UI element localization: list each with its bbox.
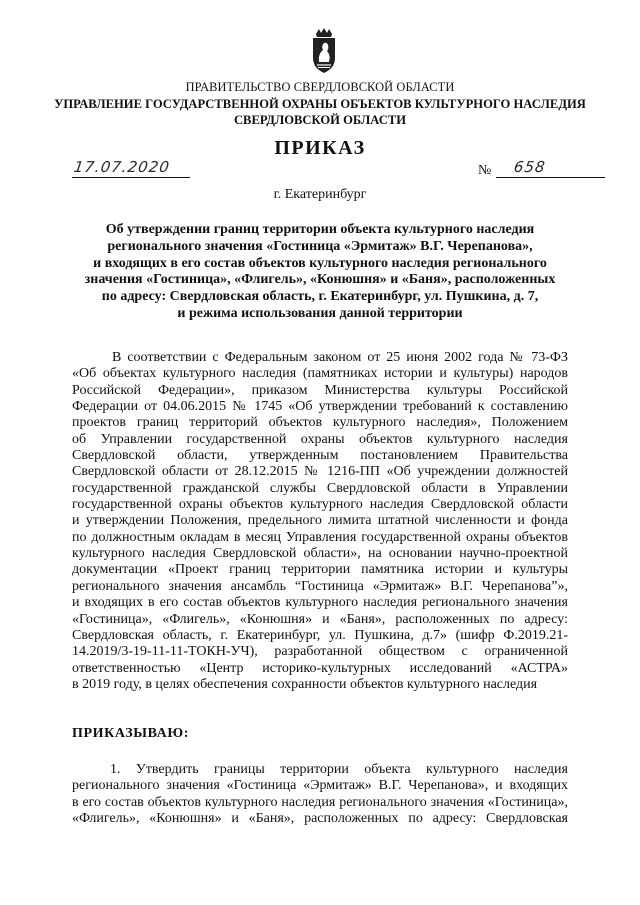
- subject-line: и режима использования данной территории: [177, 305, 463, 321]
- paragraph-line: Свердловской области, утвержденным постановлением Правительства: [72, 448, 568, 464]
- sverdlovsk-coat-of-arms-icon: [302, 28, 346, 74]
- city: г. Екатеринбург: [273, 187, 367, 202]
- paragraph-line: по должностным окладам в месяц Управления государственной охраны объектов: [72, 529, 568, 545]
- paragraph-line: в его состав объектов культурного наследия регионального значения «Гостиница»,: [72, 794, 568, 810]
- government-name: ПРАВИТЕЛЬСТВО СВЕРДЛОВСКОЙ ОБЛАСТИ: [185, 80, 455, 94]
- subject-line: по адресу: Свердловская область, г. Екатеринбург, ул. Пушкина, д. 7,: [101, 289, 539, 305]
- decree-heading: ПРИКАЗЫВАЮ:: [72, 726, 189, 741]
- paragraph-line: об Управлении государственной охраны объектов культурного наследия: [72, 431, 568, 447]
- paragraph-line: «Флигель», «Конюшня» и «Баня», расположенных по адресу: Свердловская: [72, 811, 568, 827]
- subject-line: Об утверждении границ территории объекта культурного наследия: [105, 222, 535, 237]
- paragraph-line: и утверждении Положения, предельного лимита штатной численности и фонда: [72, 513, 568, 529]
- number-sign: №: [478, 163, 492, 178]
- department-name-line2: СВЕРДЛОВСКОЙ ОБЛАСТИ: [233, 113, 407, 127]
- paragraph-line: регионального значения ансамбль “Гостиница «Эрмитаж» В.Г. Черепанова”»,: [72, 578, 568, 594]
- number-underline: [496, 177, 605, 178]
- paragraph-line: государственной гражданской службы Свердловской области в Управлении: [72, 480, 568, 496]
- handwritten-number: 658: [512, 158, 547, 176]
- paragraph-line: и входящих в его состав объектов культурного наследия регионального значения: [72, 595, 568, 611]
- paragraph-line: ответственностью «Центр историко-культурных исследований «АСТРА»: [72, 660, 568, 676]
- department-name-line1: УПРАВЛЕНИЕ ГОСУДАРСТВЕННОЙ ОХРАНЫ ОБЪЕКТОВ КУЛЬТУРНОГО НАСЛЕДИЯ: [54, 97, 586, 111]
- paragraph-line: регионального значения «Гостиница «Эрмитаж» В.Г. Черепанова», и входящих: [72, 778, 568, 794]
- clause-1-paragraph: [72, 762, 568, 827]
- paragraph-line: в 2019 году, в целях обеспечения сохранности объектов культурного наследия: [72, 676, 538, 692]
- date-field: [72, 158, 192, 180]
- order-subject: [72, 222, 568, 323]
- paragraph-line: проектов границ территорий объектов культурного наследия», Положением: [72, 415, 568, 431]
- paragraph-line: В соответствии с Федеральным законом от 25 июня 2002 года № 73-ФЗ: [112, 350, 568, 365]
- paragraph-line: 14.2019/3-19-11-11-ТОКН-УЧ), разработанной обществом с ограниченной: [72, 644, 568, 660]
- paragraph-line: 1. Утвердить границы территории объекта культурного наследия: [110, 762, 568, 777]
- paragraph-line: культурного наследия Свердловской области», на основании научно-проектной: [72, 546, 568, 562]
- subject-line: и входящих в его состав объектов культурного наследия регионального: [93, 255, 547, 271]
- paragraph-line: Свердловская область, г. Екатеринбург, ул. Пушкина, д.7» (шифр Ф.2019.21-: [72, 627, 568, 643]
- preamble-paragraph: [72, 350, 568, 693]
- subject-line: значения «Гостиница», «Флигель», «Конюшня» и «Баня», расположенных: [84, 272, 556, 288]
- number-field: [478, 160, 608, 182]
- paragraph-line: «Об объектах культурного наследия (памятниках истории и культуры) народов: [72, 366, 568, 382]
- paragraph-line: государственной охраны объектов культурного наследия Свердловской области: [72, 497, 568, 513]
- paragraph-line: «Гостиница», «Флигель», «Конюшня» и «Баня», расположенных по адресу:: [72, 611, 568, 627]
- paragraph-line: Федерации от 04.06.2015 № 1745 «Об утверждении требований к составлению: [72, 399, 568, 415]
- subject-line: регионального значения «Гостиница «Эрмитаж» В.Г. Черепанова»,: [107, 238, 533, 254]
- paragraph-line: Российской Федерации», приказом Министерства культуры Российской: [72, 382, 568, 398]
- date-underline: [72, 177, 190, 178]
- handwritten-date: 17.07.2020: [72, 158, 172, 176]
- document-type-title: ПРИКАЗ: [274, 137, 366, 159]
- paragraph-line: Свердловской области от 28.12.2015 № 1216-ПП «Об учреждении должностей: [72, 464, 568, 480]
- paragraph-line: документации «Проект границ территории памятника истории и культуры: [72, 562, 568, 578]
